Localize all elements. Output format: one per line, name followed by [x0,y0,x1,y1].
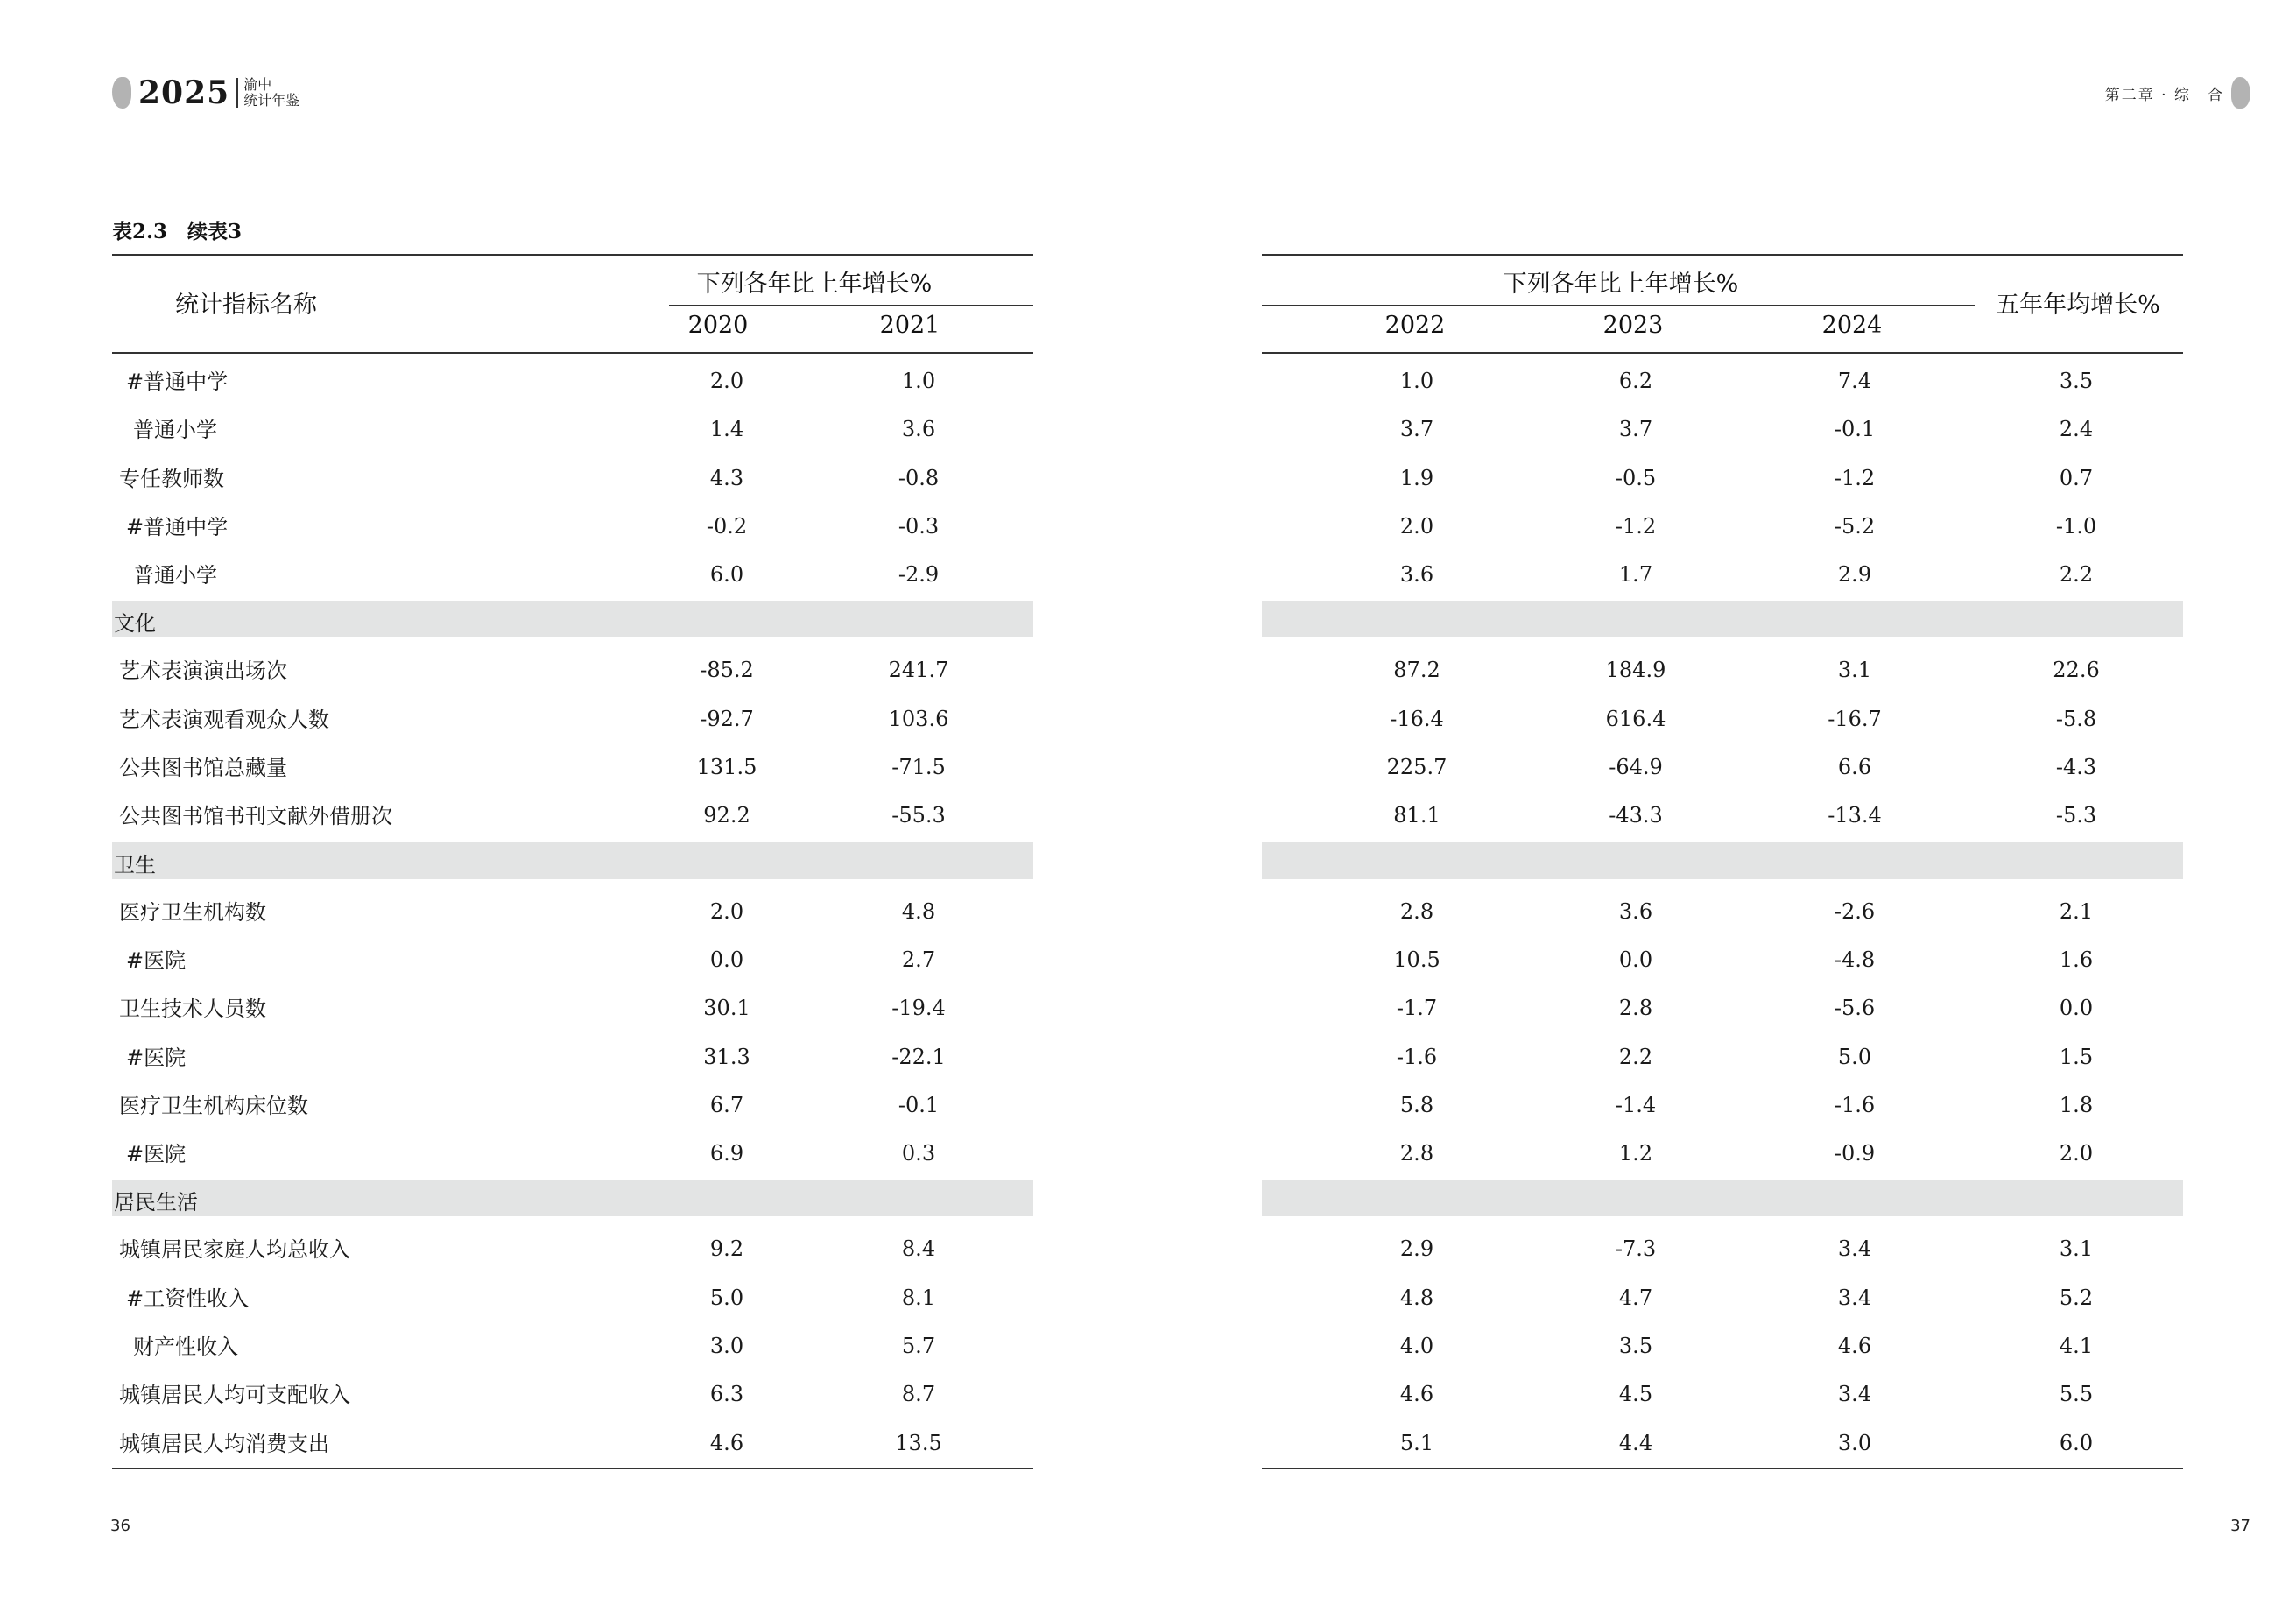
value-cell: 81.1 [1393,803,1440,828]
value-cell: 2.7 [901,947,936,972]
value-cell: 3.7 [1399,417,1434,442]
value-cell: -0.1 [1834,417,1876,442]
table-row [112,692,1033,740]
value-cell: -0.1 [898,1092,940,1117]
indicator-name-header: 统计指标名称 [175,292,317,319]
table-row [112,933,1033,981]
value-cell: -92.7 [700,706,754,731]
indicator-label: 城镇居民人均消费支出 [119,1431,329,1456]
indicator-label: 医疗卫生机构床位数 [119,1093,308,1118]
value-cell: 616.4 [1605,706,1666,731]
value-cell: -1.6 [1834,1092,1876,1117]
value-cell: 4.7 [1618,1285,1653,1310]
value-cell: -1.2 [1834,465,1876,490]
table-top-rule [1262,254,2183,256]
value-cell: 0.3 [901,1141,936,1166]
value-cell: 4.5 [1618,1382,1653,1407]
value-cell: 2.0 [709,369,744,393]
value-cell: -1.6 [1396,1044,1438,1069]
growth-group-header-left: 下列各年比上年增长% [696,271,933,298]
value-cell: -85.2 [700,658,754,683]
value-cell: 4.1 [2059,1334,2094,1359]
table-row [1262,1126,2183,1174]
value-cell: -4.3 [2055,755,2097,780]
table-row [1262,692,2183,740]
value-cell: 241.7 [888,658,949,683]
value-cell: 5.0 [1837,1044,1872,1069]
table-row [1262,1416,2183,1464]
value-cell: 2.8 [1399,1141,1434,1166]
value-cell: 184.9 [1605,658,1666,683]
year-header-2020: 2020 [687,312,749,339]
value-cell: 31.3 [703,1044,750,1069]
table-row [112,788,1033,836]
value-cell: 3.0 [1837,1430,1872,1455]
value-cell: 10.5 [1393,947,1440,972]
value-cell: -0.2 [706,513,748,539]
year-header-2024: 2024 [1821,312,1883,339]
indicator-label: 公共图书馆书刊文献外借册次 [119,804,392,829]
value-cell: 2.8 [1399,898,1434,924]
indicator-label: 城镇居民人均可支配收入 [119,1383,350,1408]
value-cell: 4.6 [1399,1382,1434,1407]
yearbook-brand [112,74,299,112]
value-cell: 4.8 [901,898,936,924]
table-row [112,740,1033,788]
brand-title [243,77,299,109]
table-bottom-rule [1262,1468,2183,1469]
indicator-label: 专任教师数 [119,466,224,491]
value-cell: -19.4 [891,996,946,1021]
value-cell: -64.9 [1609,755,1663,780]
value-cell: 1.0 [901,369,936,393]
value-cell: 103.6 [888,706,949,731]
value-cell: 1.7 [1618,562,1653,588]
value-cell: 7.4 [1837,369,1872,393]
section-row [1262,1180,2183,1216]
value-cell: -2.9 [898,562,940,588]
year-header-2021: 2021 [879,312,940,339]
year-header-2023: 2023 [1602,312,1664,339]
section-row [112,1180,1033,1216]
table-row [1262,1030,2183,1078]
indicator-label: #医院 [126,1045,187,1070]
value-cell: 2.9 [1837,562,1872,588]
value-cell: 3.4 [1837,1285,1872,1310]
section-row [1262,601,2183,637]
indicator-label: #医院 [126,947,187,973]
value-cell: 8.1 [901,1285,936,1310]
value-cell: 5.8 [1399,1092,1434,1117]
table-row [112,402,1033,450]
value-cell: -1.7 [1396,996,1438,1021]
value-cell: 92.2 [703,803,750,828]
value-cell: -55.3 [891,803,946,828]
value-cell: -16.7 [1828,706,1882,731]
page-number-right: 37 [2230,1517,2250,1535]
value-cell: -13.4 [1828,803,1882,828]
value-cell: 3.0 [709,1334,744,1359]
table-row [112,981,1033,1029]
value-cell: 4.6 [709,1430,744,1455]
value-cell: 1.4 [709,417,744,442]
value-cell: 3.6 [1618,898,1653,924]
value-cell: -1.4 [1615,1092,1657,1117]
value-cell: -0.9 [1834,1141,1876,1166]
value-cell: -4.8 [1834,947,1876,972]
value-cell: 2.2 [2059,562,2094,588]
value-cell: 5.5 [2059,1382,2094,1407]
value-cell: 3.1 [1837,658,1872,683]
chapter-header [2105,77,2250,109]
section-row [112,842,1033,879]
value-cell: 3.6 [901,417,936,442]
table-row [112,643,1033,691]
table-row [1262,499,2183,547]
table-body-right [1262,354,2183,1464]
table-row [1262,451,2183,499]
table-row [112,451,1033,499]
value-cell: 3.6 [1399,562,1434,588]
value-cell: 22.6 [2053,658,2100,683]
value-cell: 6.2 [1618,369,1653,393]
table-caption: 表2.3 续表3 [112,220,243,243]
table-row [112,499,1033,547]
indicator-label: #工资性收入 [126,1285,250,1311]
value-cell: -5.8 [2055,706,2097,731]
table-row [112,884,1033,933]
table-row [112,354,1033,402]
value-cell: -2.6 [1834,898,1876,924]
value-cell: 3.5 [1618,1334,1653,1359]
value-cell: 4.0 [1399,1334,1434,1359]
section-label: 文化 [114,611,156,637]
table-row [112,547,1033,595]
table-row [112,1030,1033,1078]
value-cell: 2.9 [1399,1236,1434,1262]
value-cell: 1.5 [2059,1044,2094,1069]
value-cell: 8.4 [901,1236,936,1262]
value-cell: 2.0 [2059,1141,2094,1166]
brand-divider [236,78,238,108]
group-header-rule-left [669,305,1033,306]
value-cell: 6.0 [2059,1430,2094,1455]
value-cell: 6.0 [709,562,744,588]
brand-line-1: 渝中 [243,76,272,93]
value-cell: -5.2 [1834,513,1876,539]
indicator-label: #普通中学 [126,514,229,539]
value-cell: 4.4 [1618,1430,1653,1455]
value-cell: 4.8 [1399,1285,1434,1310]
value-cell: 1.6 [2059,947,2094,972]
value-cell: 3.1 [2059,1236,2094,1262]
value-cell: 1.2 [1618,1141,1653,1166]
table-row [1262,1319,2183,1367]
indicator-label: 医疗卫生机构数 [119,899,266,925]
value-cell: -1.0 [2055,513,2097,539]
value-cell: 0.0 [2059,996,2094,1021]
value-cell: 6.3 [709,1382,744,1407]
value-cell: 5.1 [1399,1430,1434,1455]
indicator-label: #普通中学 [126,370,229,394]
brand-year: 2025 [138,74,230,111]
section-label: 居民生活 [114,1190,198,1215]
value-cell: 13.5 [895,1430,942,1455]
table-row [1262,788,2183,836]
table-row [1262,1078,2183,1126]
table-row [112,1271,1033,1319]
value-cell: 6.7 [709,1092,744,1117]
table-row [1262,981,2183,1029]
table-row [1262,354,2183,402]
table-row [1262,402,2183,450]
table-row [1262,1222,2183,1270]
value-cell: 5.7 [901,1334,936,1359]
growth-group-header-right: 下列各年比上年增长% [1503,271,1739,298]
indicator-label: 艺术表演演出场次 [119,659,287,684]
table-row [112,1319,1033,1367]
value-cell: 4.6 [1837,1334,1872,1359]
table-row [112,1078,1033,1126]
value-cell: 3.5 [2059,369,2094,393]
value-cell: 9.2 [709,1236,744,1262]
value-cell: -0.8 [898,465,940,490]
value-cell: 225.7 [1386,755,1447,780]
value-cell: 2.8 [1618,996,1653,1021]
value-cell: 0.0 [709,947,744,972]
value-cell: 5.0 [709,1285,744,1310]
value-cell: 2.0 [709,898,744,924]
value-cell: 1.9 [1399,465,1434,490]
value-cell: -16.4 [1390,706,1444,731]
value-cell: 2.0 [1399,513,1434,539]
value-cell: 0.0 [1618,947,1653,972]
brand-logo-icon [112,77,131,109]
table-row [1262,1367,2183,1415]
page-number-left: 36 [110,1517,130,1535]
value-cell: -1.2 [1615,513,1657,539]
group-header-rule-right [1262,305,1975,306]
table-row [112,1222,1033,1270]
value-cell: 3.4 [1837,1382,1872,1407]
value-cell: 30.1 [703,996,750,1021]
value-cell: 1.0 [1399,369,1434,393]
right-page [1148,0,2296,1613]
value-cell: 1.8 [2059,1092,2094,1117]
value-cell: 2.4 [2059,417,2094,442]
table-row [1262,884,2183,933]
value-cell: -71.5 [891,755,946,780]
value-cell: 131.5 [696,755,757,780]
value-cell: 3.4 [1837,1236,1872,1262]
indicator-label: 艺术表演观看观众人数 [119,707,329,732]
value-cell: -7.3 [1615,1236,1657,1262]
value-cell: 6.9 [709,1141,744,1166]
value-cell: -0.3 [898,513,940,539]
indicator-label: #医院 [126,1142,187,1167]
table-row [112,1367,1033,1415]
indicator-label: 财产性收入 [133,1335,238,1360]
indicator-label: 普通小学 [133,563,217,588]
value-cell: 8.7 [901,1382,936,1407]
value-cell: -43.3 [1609,803,1663,828]
section-row [1262,842,2183,879]
value-cell: 0.7 [2059,465,2094,490]
year-header-2022: 2022 [1384,312,1446,339]
table-row [1262,547,2183,595]
table-body-left [112,354,1033,1464]
value-cell: -5.3 [2055,803,2097,828]
table-row [1262,933,2183,981]
indicator-label: 卫生技术人员数 [119,997,266,1022]
table-row [112,1416,1033,1464]
chapter-logo-icon [2231,77,2250,109]
value-cell: 87.2 [1393,658,1440,683]
value-cell: 2.1 [2059,898,2094,924]
table-row [1262,740,2183,788]
section-label: 卫生 [114,852,156,877]
brand-line-2: 统计年鉴 [243,92,300,109]
table-row [1262,643,2183,691]
table-row [1262,1271,2183,1319]
value-cell: 3.7 [1618,417,1653,442]
value-cell: -5.6 [1834,996,1876,1021]
table-bottom-rule [112,1468,1033,1469]
value-cell: 2.2 [1618,1044,1653,1069]
value-cell: 4.3 [709,465,744,490]
indicator-label: 城镇居民家庭人均总收入 [119,1237,350,1263]
value-cell: 5.2 [2059,1285,2094,1310]
value-cell: 6.6 [1837,755,1872,780]
value-cell: -22.1 [891,1044,946,1069]
table-top-rule [112,254,1033,256]
table-row [112,1126,1033,1174]
indicator-label: 普通小学 [133,418,217,443]
section-row [112,601,1033,637]
indicator-label: 公共图书馆总藏量 [119,756,287,781]
value-cell: -0.5 [1615,465,1657,490]
chapter-title: 第二章 · 综 合 [2104,86,2224,104]
five-year-average-header: 五年年均增长% [1996,292,2160,319]
